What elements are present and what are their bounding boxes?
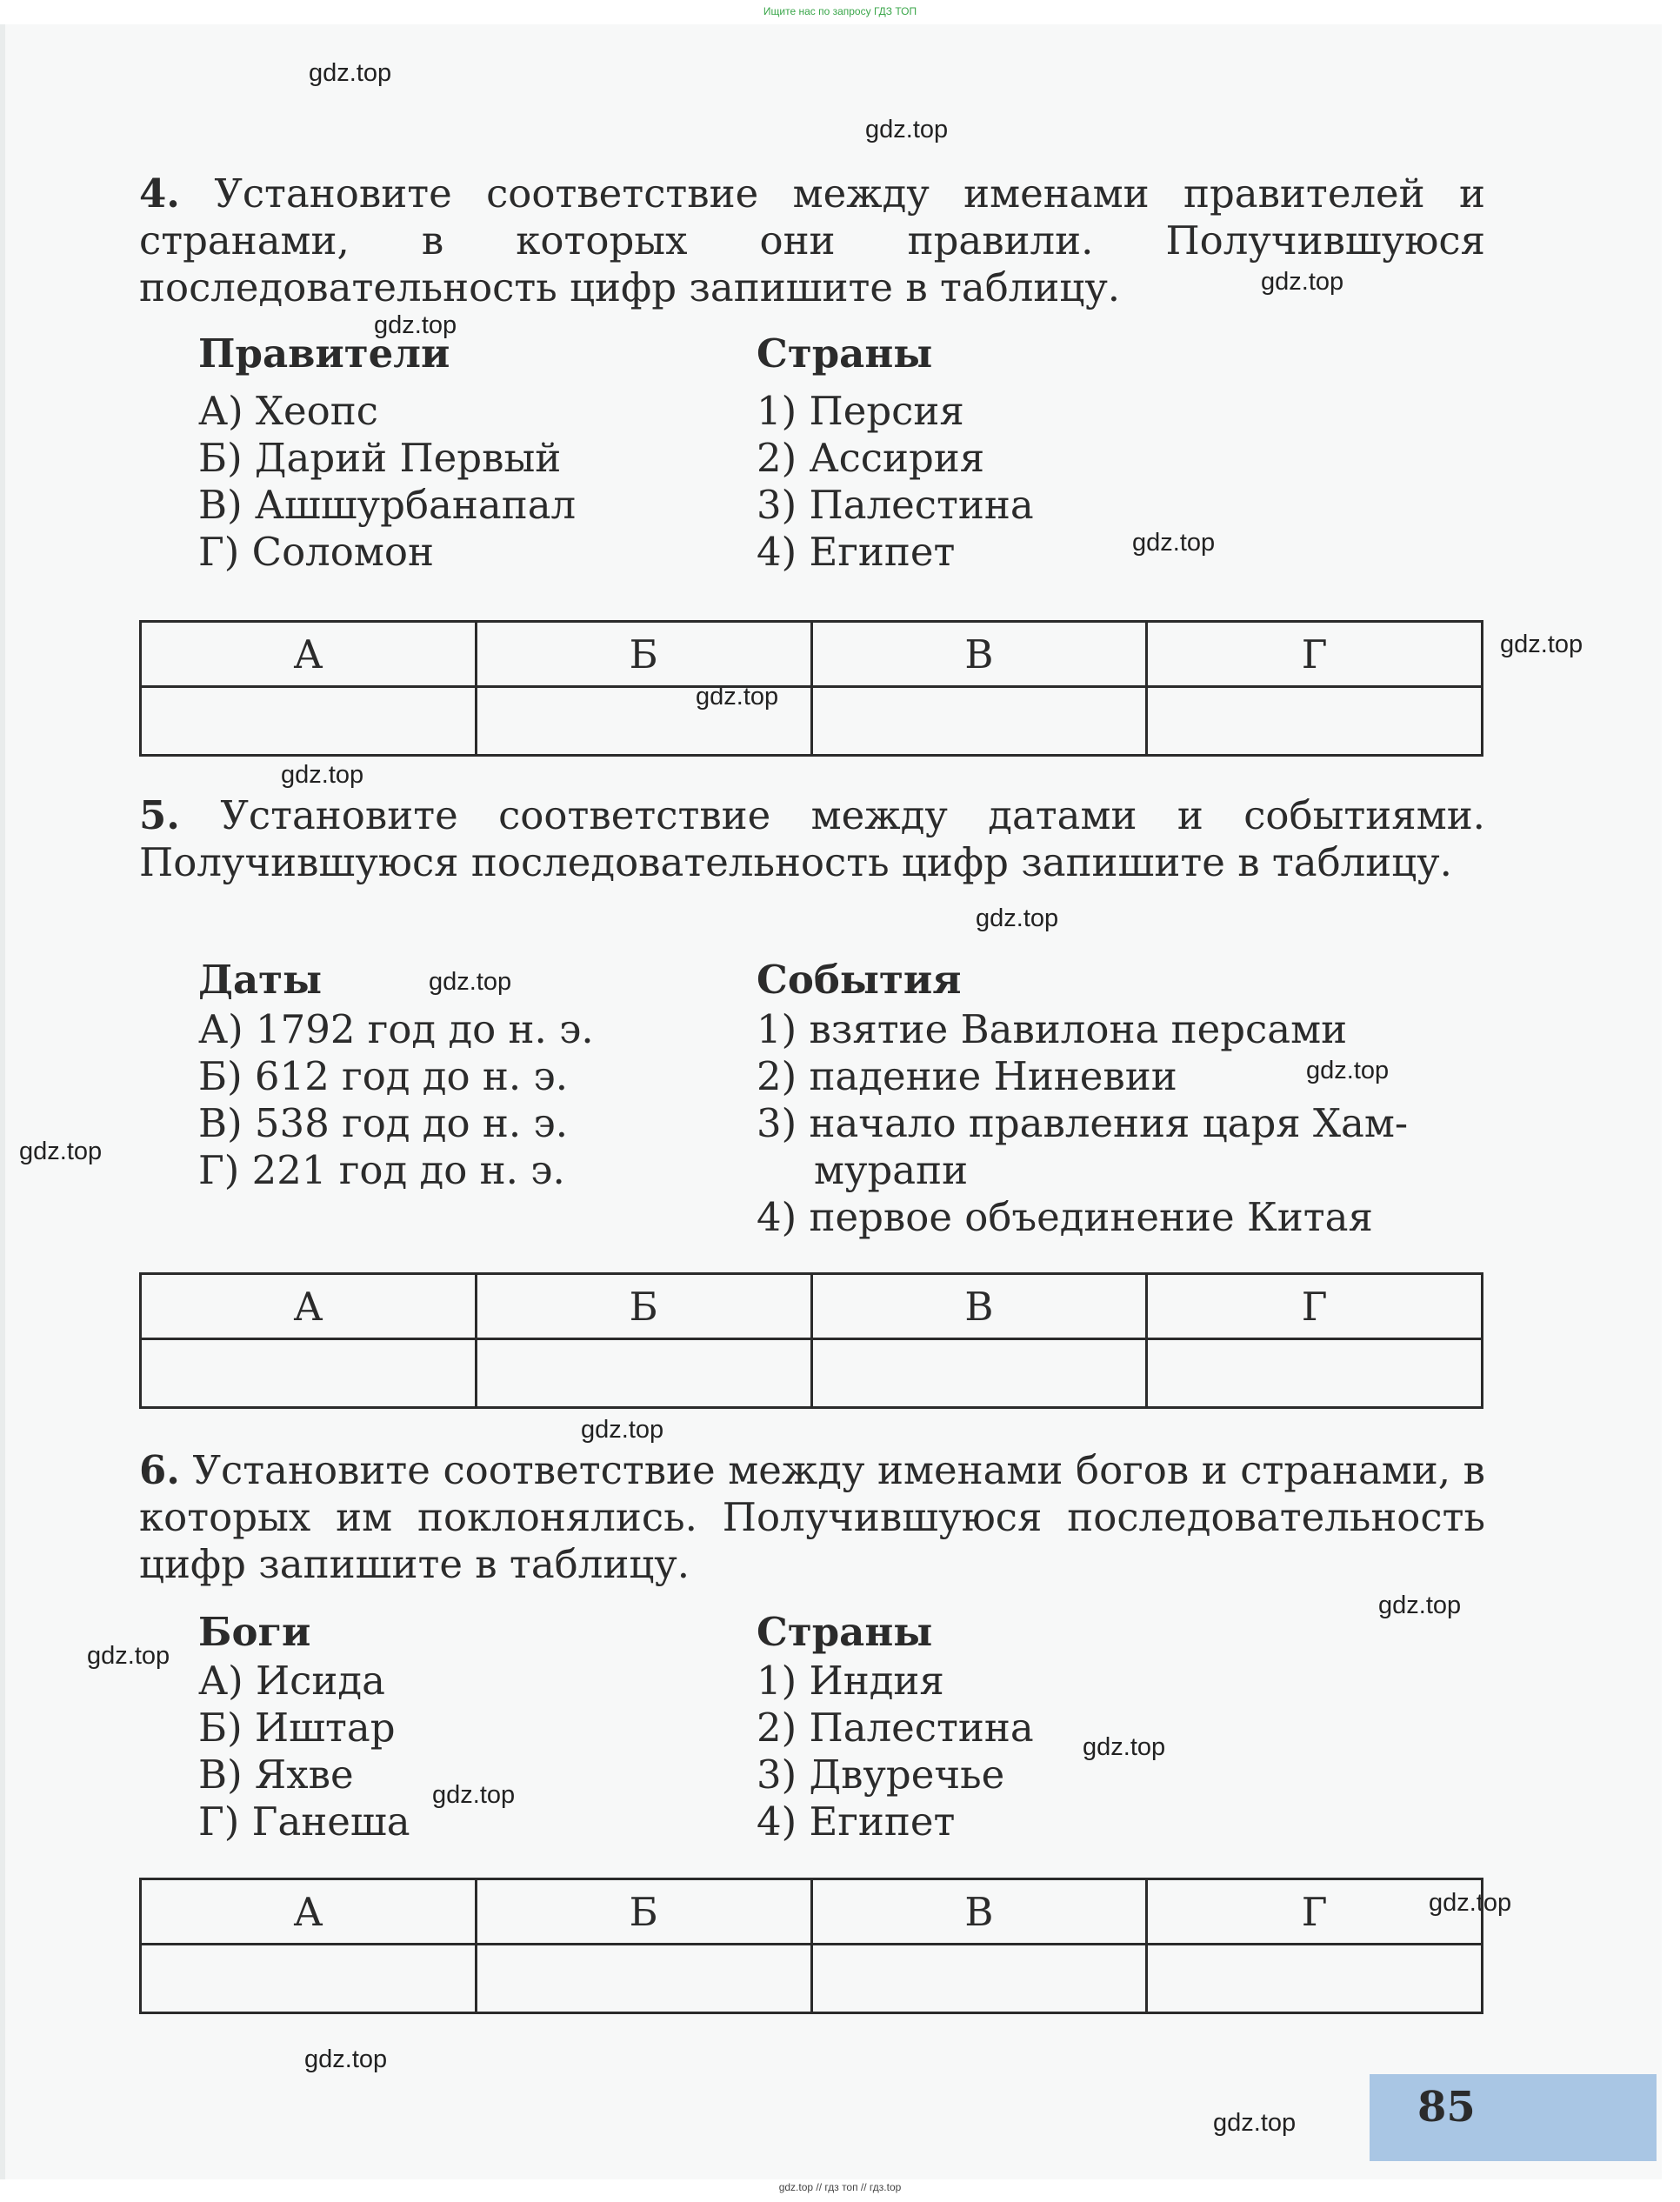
task-6-left-header: Боги [198,1609,311,1655]
answer-cell[interactable] [476,1945,811,2013]
watermark: gdz.top [304,2045,388,2073]
task-4-rulers-list [198,388,576,576]
watermark: gdz.top [432,1781,516,1809]
list-item: 2) Ассирия [757,435,985,481]
table-header-cell: Б [476,1879,811,1945]
watermark: gdz.top [19,1138,103,1165]
table-header-cell: А [141,622,477,687]
list-item: Г) Ганеша [198,1798,410,1845]
answer-cell[interactable] [141,1339,477,1408]
header-note: Ищите нас по запросу ГДЗ ТОП [763,5,917,17]
answer-cell[interactable] [1147,687,1483,756]
watermark: gdz.top [976,904,1059,932]
list-item: 1) Индия [757,1658,944,1704]
list-item: 3) начало правления царя Хам- [757,1100,1409,1146]
list-item: 4) Египет [757,529,956,575]
task-4-left-header: Правители [198,330,450,377]
table-header-cell: В [811,622,1147,687]
list-item: Г) Соломон [198,529,434,575]
watermark: gdz.top [1132,529,1216,557]
task-4-answer-table [139,620,1483,757]
list-item: Б) 612 год до н. э. [198,1053,569,1099]
list-item: 2) падение Ниневии [757,1053,1177,1099]
watermark: gdz.top [309,59,392,87]
footer-note: gdz.top // гдз топ // гдз.top [778,2181,902,2193]
list-item: В) 538 год до н. э. [198,1100,569,1146]
page-number: 85 [1417,2083,1476,2132]
table-header-cell: В [811,1879,1147,1945]
list-item: В) Яхве [198,1752,354,1798]
answer-cell[interactable] [811,1945,1147,2013]
table-header-cell: А [141,1879,477,1945]
task-5-text [139,792,1485,886]
task-6-gods-list [198,1658,410,1845]
task-5-right-header: События [757,957,962,1003]
answer-cell[interactable] [141,687,477,756]
list-item: 1) Персия [757,388,964,434]
list-item: Б) Дарий Первый [198,435,562,481]
answer-cell[interactable] [811,687,1147,756]
list-item: мурапи [814,1147,969,1193]
answer-cell[interactable] [811,1339,1147,1408]
task-6-answer-table [139,1878,1483,2014]
task-6-countries-list [757,1658,1034,1845]
task-4-number: 4. [139,170,180,217]
task-5-number: 5. [139,792,180,838]
task-4-text [139,170,1485,311]
task-5-answer-table [139,1272,1483,1409]
list-item: 4) первое объединение Китая [757,1194,1373,1240]
task-6-right-header: Страны [757,1609,933,1655]
table-header-cell: Б [476,622,811,687]
list-item: 3) Двуречье [757,1752,1005,1798]
watermark: gdz.top [429,968,512,996]
watermark: gdz.top [374,311,457,339]
list-item: А) Хеопс [198,388,378,434]
task-6-number: 6. [139,1447,180,1493]
table-header-cell: Г [1147,1274,1483,1339]
task-5-events-list [757,1006,1408,1241]
answer-cell[interactable] [476,687,811,756]
answer-cell[interactable] [141,1945,477,2013]
table-header-cell: Г [1147,622,1483,687]
task-4-countries-list [757,388,1034,576]
answer-cell[interactable] [1147,1945,1483,2013]
task-6-instruction: Установите соответствие между именами богов и странами, в которых им поклонялись. Получившуюся последовательность цифр запишите в таблицу. [139,1447,1485,1587]
watermark: gdz.top [1306,1057,1390,1084]
task-5-instruction: Установите соответствие между датами и событиями. Получившуюся последовательность цифр запишите в таблицу. [139,792,1485,885]
list-item: 4) Египет [757,1798,956,1845]
list-item: А) 1792 год до н. э. [198,1006,594,1052]
watermark: gdz.top [1083,1733,1166,1761]
list-item: А) Исида [198,1658,385,1704]
table-header-cell: Г [1147,1879,1483,1945]
watermark: gdz.top [1213,2109,1297,2137]
task-5-dates-list [198,1006,594,1194]
list-item: Г) 221 год до н. э. [198,1147,565,1193]
list-item: 1) взятие Вавилона персами [757,1006,1348,1052]
watermark: gdz.top [696,683,779,711]
watermark: gdz.top [865,116,949,143]
list-item: Б) Иштар [198,1705,396,1751]
watermark: gdz.top [1261,268,1344,296]
answer-cell[interactable] [476,1339,811,1408]
watermark: gdz.top [1500,631,1583,658]
watermark: gdz.top [581,1416,664,1444]
answer-cell[interactable] [1147,1339,1483,1408]
watermark: gdz.top [1429,1889,1512,1917]
list-item: 3) Палестина [757,482,1034,528]
table-header-cell: Б [476,1274,811,1339]
watermark: gdz.top [1378,1591,1462,1619]
watermark: gdz.top [281,761,364,789]
task-6-text [139,1447,1485,1588]
task-5-left-header: Даты [198,957,323,1003]
page-number-tab [1370,2074,1657,2161]
list-item: В) Ашшурбанапал [198,482,577,528]
table-header-cell: В [811,1274,1147,1339]
watermark: gdz.top [87,1642,170,1670]
list-item: 2) Палестина [757,1705,1034,1751]
task-4-right-header: Страны [757,330,933,377]
task-4-instruction: Установите соответствие между именами правителей и странами, в которых они правили. Получившуюся последовательность цифр запишите в таблицу. [139,170,1485,310]
table-header-cell: А [141,1274,477,1339]
